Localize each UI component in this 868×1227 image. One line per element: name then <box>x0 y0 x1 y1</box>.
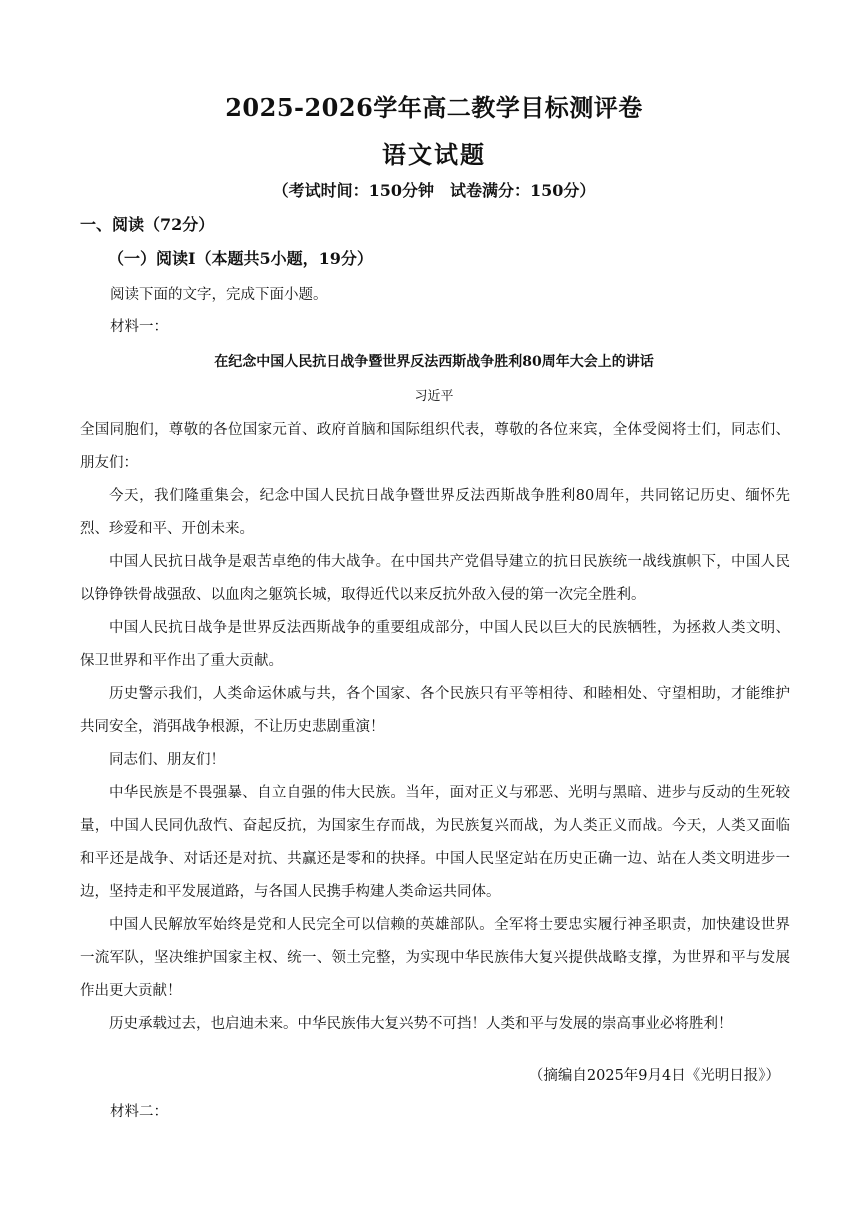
speech-paragraph: 中国人民抗日战争是艰苦卓绝的伟大战争。在中国共产党倡导建立的抗日民族统一战线旗帜下，中国人民以铮铮铁骨战强敌、以血肉之躯筑长城，取得近代以来反抗外敌入侵的第一次完全胜利。 <box>80 554 790 603</box>
speech-paragraph: 历史警示我们，人类命运休戚与共，各个国家、各个民族只有平等相待、和睦相处、守望相助，才能维护共同安全，消弭战争根源，不让历史悲剧重演！ <box>80 686 790 735</box>
source-citation: （摘编自2025年9月4日《光明日报》） <box>528 1068 780 1084</box>
material-one-label: 材料一： <box>110 319 168 335</box>
speech-paragraph: 今天，我们隆重集会，纪念中国人民抗日战争暨世界反法西斯战争胜利80周年，共同铭记历史、缅怀先烈、珍爱和平、开创未来。 <box>80 488 790 537</box>
speech-paragraph: 中国人民解放军始终是党和人民完全可以信赖的英雄部队。全军将士要忠实履行神圣职责，加快建设世界一流军队，坚决维护国家主权、统一、领土完整，为实现中华民族伟大复兴提供战略支撑，为世界和平与发展作出更大贡献！ <box>80 917 790 999</box>
exam-title: 2025-2026学年高二教学目标测评卷 <box>225 93 643 122</box>
speech-paragraph: 同志们、朋友们！ <box>109 752 225 768</box>
speech-title: 在纪念中国人民抗日战争暨世界反法西斯战争胜利80周年大会上的讲话 <box>214 354 654 370</box>
speech-paragraph: 中华民族是不畏强暴、自立自强的伟大民族。当年，面对正义与邪恶、光明与黑暗、进步与反动的生死较量，中国人民同仇敌忾、奋起反抗，为国家生存而战，为民族复兴而战，为人类正义而战。今天，人类又面临和平还是战争、对话还是对抗、共赢还是零和的抉择。中国人民坚定站在历史正确一边、站在人类文明进步一边，坚持走和平发展道路，与各国人民携手构建人类命运共同体。 <box>80 785 790 900</box>
speech-author: 习近平 <box>414 389 454 404</box>
speech-paragraph: 历史承载过去，也启迪未来。中华民族伟大复兴势不可挡！人类和平与发展的崇高事业必将胜利！ <box>109 1016 733 1032</box>
speech-body <box>80 414 790 1041</box>
section-heading: 一、阅读（72分） <box>80 215 215 234</box>
speech-paragraph: 全国同胞们，尊敬的各位国家元首、政府首脑和国际组织代表，尊敬的各位来宾，全体受阅将士们，同志们、朋友们： <box>80 422 790 471</box>
material-two-label: 材料二： <box>110 1104 168 1120</box>
subject-title: 语文试题 <box>382 140 486 169</box>
speech-paragraph: 中国人民抗日战争是世界反法西斯战争的重要组成部分，中国人民以巨大的民族牺牲，为拯救人类文明、保卫世界和平作出了重大贡献。 <box>80 620 790 669</box>
reading-instruction: 阅读下面的文字，完成下面小题。 <box>110 287 328 303</box>
subsection-heading: （一）阅读Ⅰ（本题共5小题，19分） <box>108 249 373 268</box>
exam-info: （考试时间：150分钟 试卷满分：150分） <box>272 181 596 200</box>
